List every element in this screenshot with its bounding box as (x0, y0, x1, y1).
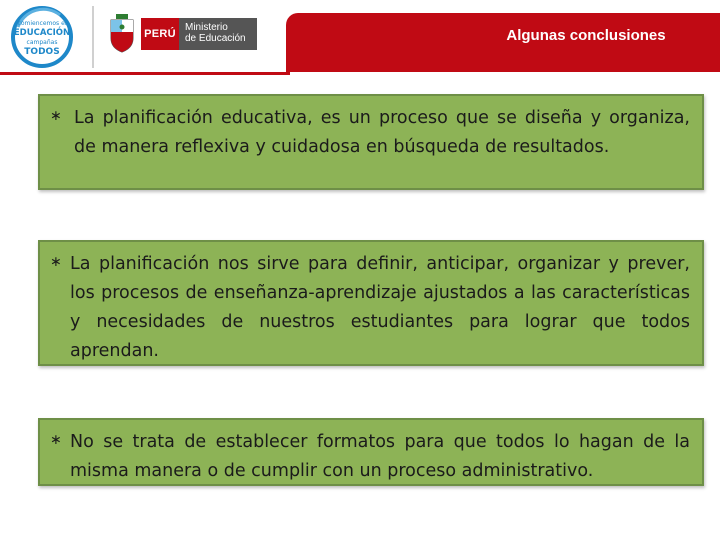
conclusion-text-2: La planificación nos sirve para definir, anticipar, organizar y prever, los procesos de enseñanza-aprendizaje ajustados a las características y necesidades de nuestros estudiantes para lograr que todos aprendan. (70, 254, 690, 361)
ministry-logo-line-2: de Educación (185, 33, 246, 44)
campaign-logo-line-1: comiencemos el (17, 20, 67, 27)
header (0, 0, 720, 76)
page-title: Algunas conclusiones (506, 27, 666, 44)
conclusion-text-3: No se trata de establecer formatos para que todos lo hagan de la misma manera o de cumplir con un proceso administrativo. (70, 432, 690, 481)
coat-of-arms-icon (108, 14, 136, 54)
ministry-logo (141, 18, 257, 50)
bullet-icon: ∗ (50, 254, 62, 270)
campaign-logo-line-2: EDUCACIÓN (13, 28, 71, 38)
conclusion-text-1: La planificación educativa, es un proceso que se diseña y organiza, de manera reflexiva y cuidadosa en búsqueda de resultados. (74, 108, 690, 157)
title-bar (286, 13, 720, 72)
campaign-logo-line-3: campañas (26, 39, 58, 46)
bullet-icon: ∗ (50, 108, 62, 124)
ministry-logo-name (179, 18, 257, 50)
campaign-logo-line-4: TODOS (24, 47, 60, 57)
bullet-icon: ∗ (50, 432, 62, 448)
campaign-logo (10, 5, 74, 69)
ministry-logo-country: PERÚ (141, 18, 179, 50)
conclusion-box-3 (38, 418, 704, 486)
ministry-logo-line-1: Ministerio (185, 22, 228, 33)
conclusion-box-2 (38, 240, 704, 366)
conclusion-box-1 (38, 94, 704, 190)
header-divider (92, 6, 94, 68)
header-red-line (0, 72, 290, 75)
